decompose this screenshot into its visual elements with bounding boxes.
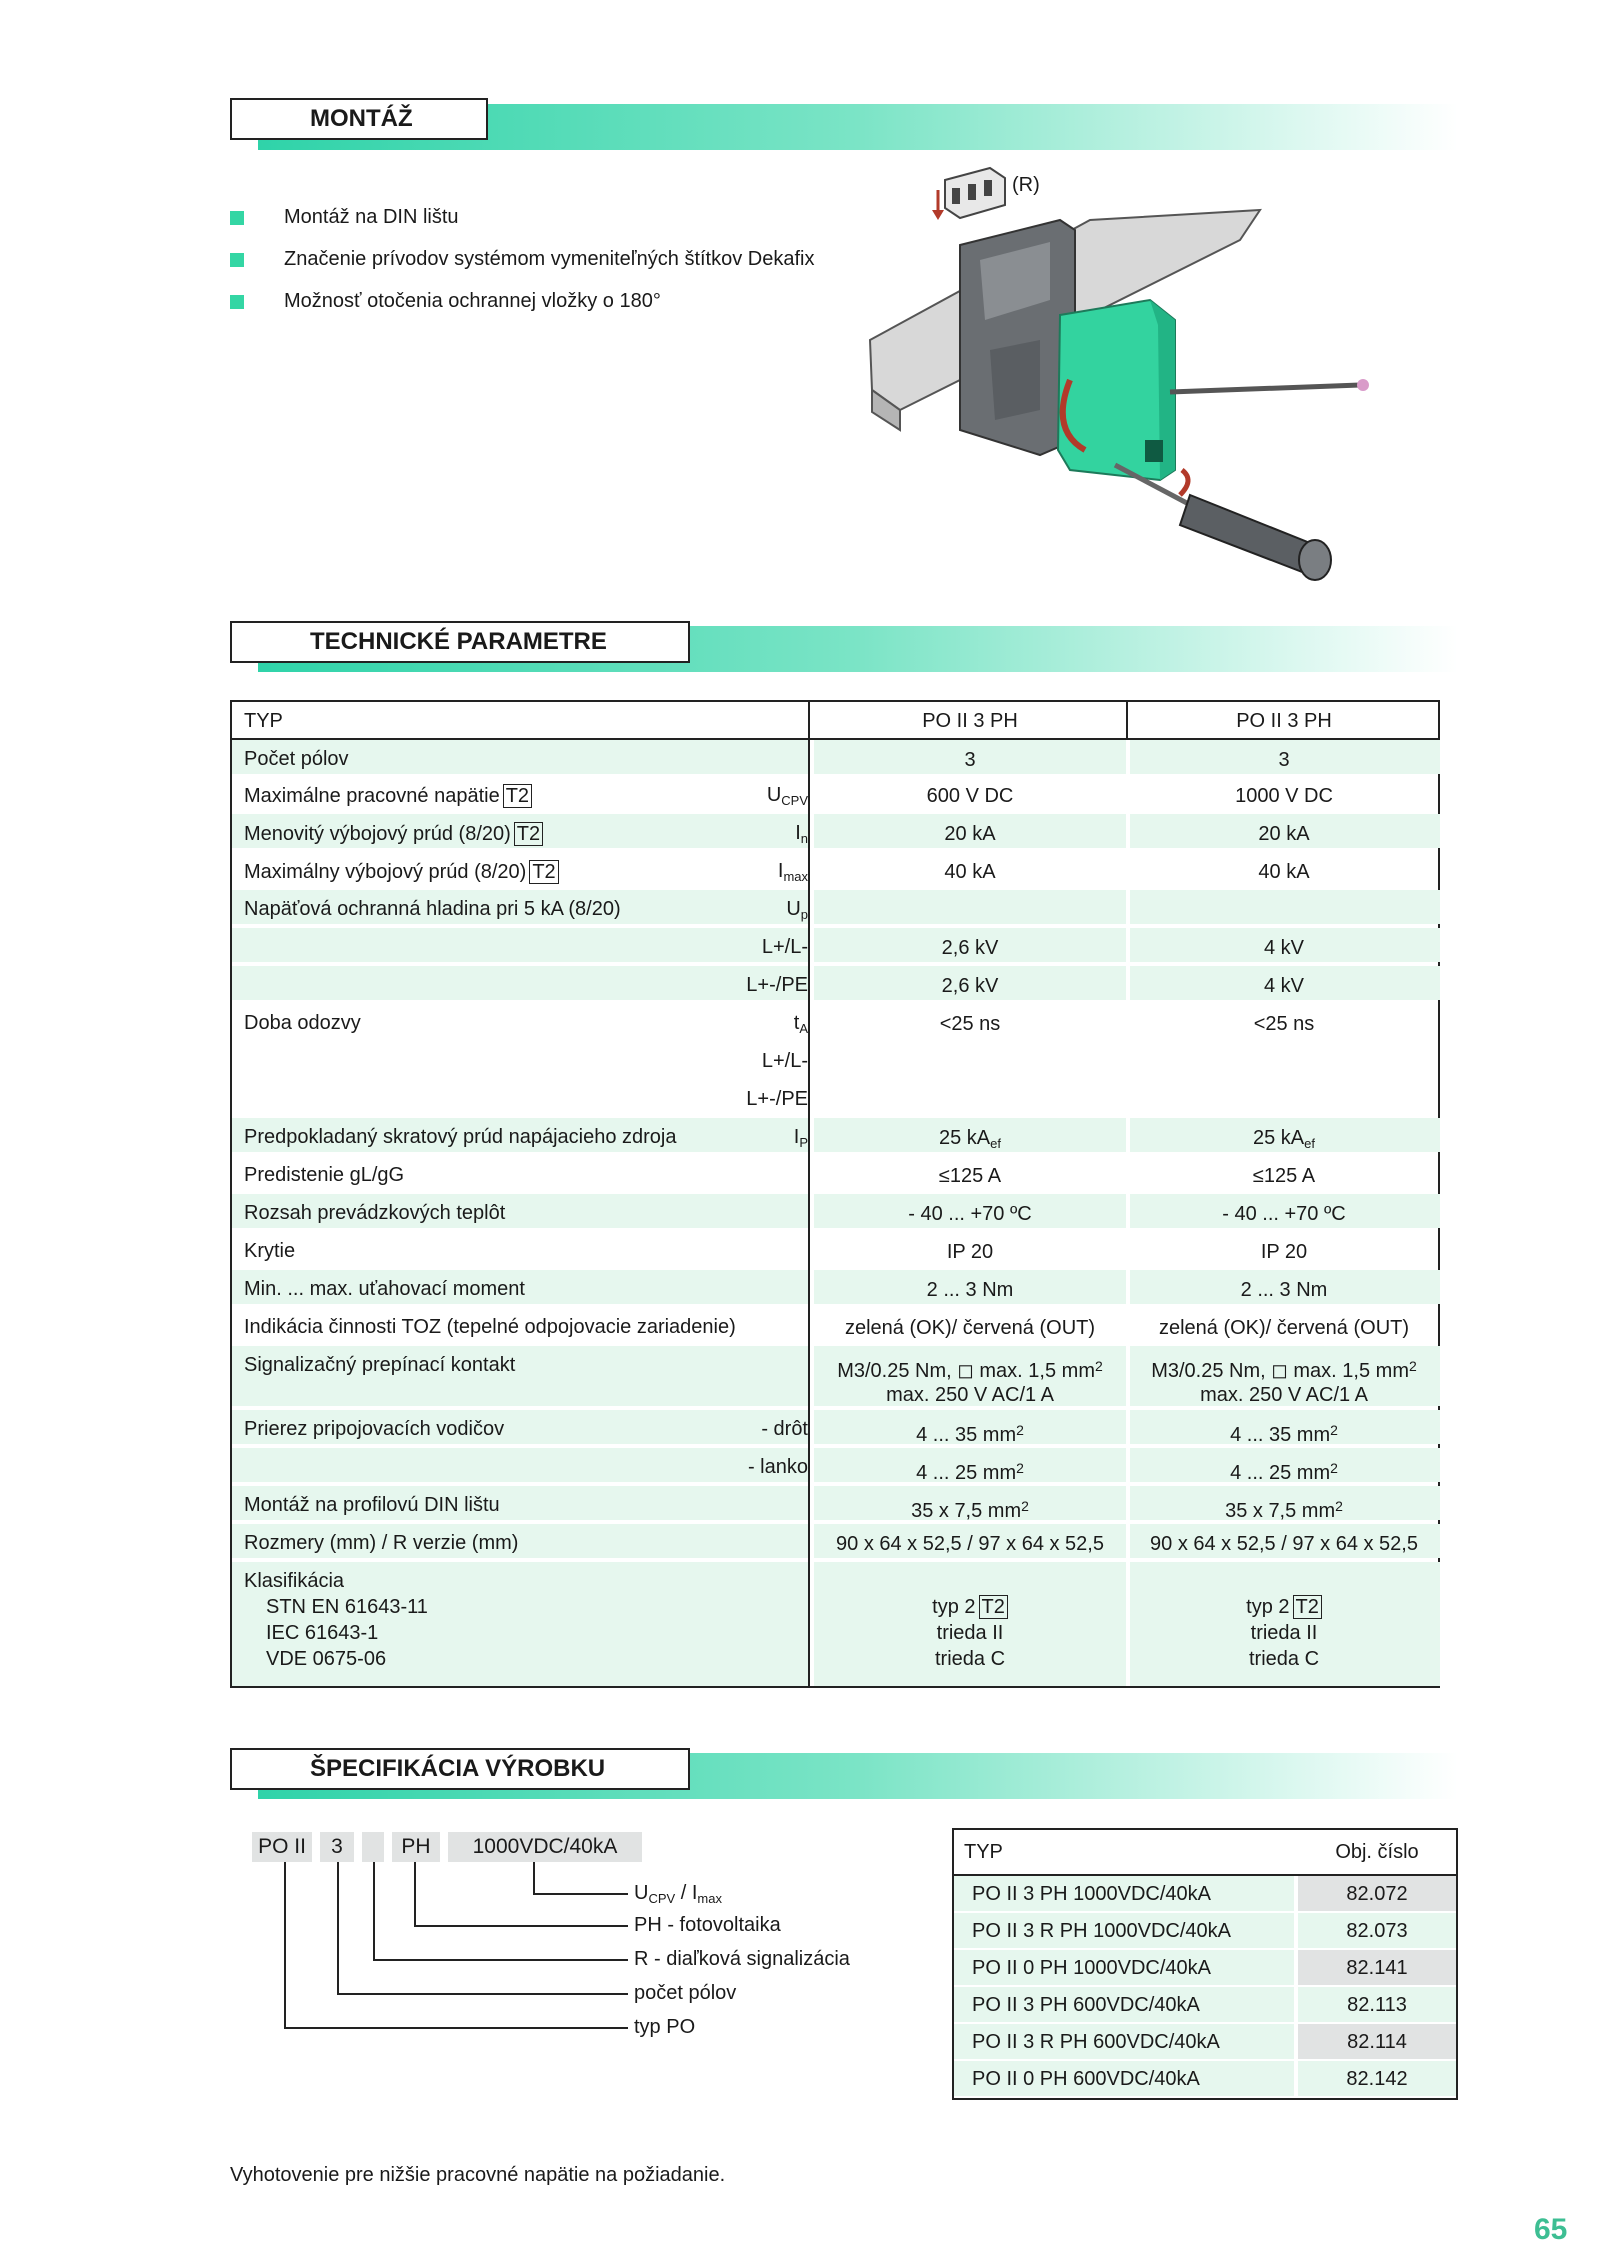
value-col-b: 2 ... 3 Nm bbox=[1240, 1279, 1328, 1301]
value-col-a: 4 ... 25 $mm^2$ bbox=[916, 1460, 1024, 1484]
value-col-a: - 40 ... +70 ºC bbox=[908, 1203, 1032, 1225]
value-col-b: 90 x 64 x 52,5 / 97 x 64 x 52,5 bbox=[1150, 1533, 1418, 1555]
montaz-bullet-2: Značenie prívodov systémom vymeniteľných štítkov Dekafix bbox=[284, 248, 815, 270]
row-symbol: $U_{CPV}$ bbox=[766, 784, 808, 808]
montaz-bullet-3: Možnosť otočenia ochrannej vložky o 180° bbox=[284, 290, 661, 312]
value-col-b: 3 bbox=[1278, 749, 1290, 771]
connector-line bbox=[373, 1862, 375, 1960]
row-band bbox=[1130, 890, 1440, 924]
value-col-b: 40 kA bbox=[1258, 861, 1310, 883]
t2-badge: T2 bbox=[979, 1595, 1008, 1619]
order-type: PO II 0 PH 1000VDC/40kA bbox=[972, 1957, 1212, 1979]
order-code: 82.141 bbox=[1346, 1957, 1408, 1979]
row-label: Prierez pripojovacích vodičov bbox=[244, 1418, 505, 1440]
klasifikacia-value: trieda II bbox=[1250, 1622, 1318, 1644]
column-divider bbox=[1126, 702, 1128, 740]
value-col-a: 600 V DC bbox=[926, 785, 1014, 807]
row-band bbox=[232, 928, 810, 962]
klasifikacia-standard: IEC 61643-1 bbox=[266, 1622, 379, 1644]
row-label: Krytie bbox=[244, 1240, 296, 1262]
table-header-typ: TYP bbox=[244, 710, 283, 732]
klasifikacia-standard: VDE 0675-06 bbox=[266, 1648, 387, 1670]
order-code: 82.072 bbox=[1346, 1883, 1408, 1905]
figure-label: (R) bbox=[1012, 174, 1040, 196]
value-col-b: - 40 ... +70 ºC bbox=[1222, 1203, 1346, 1225]
value-col-b: ≤125 A bbox=[1252, 1165, 1316, 1187]
value-col-a: M3/0.25 Nm, ◻ max. 1,5 $mm^2$ max. 250 V AC/1 A bbox=[837, 1358, 1103, 1406]
table-header-col-b: PO II 3 PH bbox=[1236, 710, 1332, 732]
row-label: Menovitý výbojový prúd (8/20) T2 bbox=[244, 822, 543, 846]
value-col-a: 2 ... 3 Nm bbox=[926, 1279, 1014, 1301]
value-col-a: 40 kA bbox=[944, 861, 996, 883]
row-label: Rozsah prevádzkových teplôt bbox=[244, 1202, 506, 1224]
row-symbol: L+-/PE bbox=[746, 1088, 808, 1110]
row-band bbox=[232, 1448, 810, 1482]
row-band bbox=[814, 890, 1126, 924]
value-col-a: IP 20 bbox=[946, 1241, 994, 1263]
code-part-type: PO II bbox=[252, 1832, 312, 1862]
value-col-a: 2,6 kV bbox=[941, 975, 999, 997]
connector-line bbox=[533, 1862, 535, 1894]
value-col-a: zelená (OK)/ červená (OUT) bbox=[844, 1317, 1096, 1339]
value-col-b: 4 ... 25 $mm^2$ bbox=[1230, 1460, 1338, 1484]
legend-type: typ PO bbox=[634, 2016, 696, 2038]
connector-line bbox=[337, 1862, 339, 1994]
value-col-a: 20 kA bbox=[944, 823, 996, 845]
value-col-a: 25 $kA_{ef}$ bbox=[939, 1127, 1001, 1151]
connector-line bbox=[284, 1862, 286, 2028]
legend-poles: počet pólov bbox=[634, 1982, 737, 2004]
klasifikacia-value: typ 2 T2 bbox=[1128, 1594, 1440, 1620]
table-row bbox=[954, 1987, 1456, 2024]
order-header-typ: TYP bbox=[964, 1841, 1003, 1863]
value-col-a: 3 bbox=[964, 749, 976, 771]
section-title-spec: ŠPECIFIKÁCIA VÝROBKU bbox=[230, 1748, 690, 1790]
order-type: PO II 3 R PH 600VDC/40kA bbox=[972, 2031, 1220, 2053]
row-symbol: L+-/PE bbox=[746, 974, 808, 996]
table-row bbox=[954, 1876, 1456, 1913]
value-col-a: 4 ... 35 $mm^2$ bbox=[916, 1422, 1024, 1446]
order-header-code: Obj. číslo bbox=[1335, 1841, 1419, 1863]
footnote: Vyhotovenie pre nižšie pracovné napätie na požiadanie. bbox=[230, 2164, 726, 2186]
t2-badge: T2 bbox=[1293, 1595, 1322, 1619]
row-label: Maximálne pracovné napätie T2 bbox=[244, 784, 532, 808]
row-label: Počet pólov bbox=[244, 748, 349, 770]
code-part-ph: PH bbox=[392, 1832, 440, 1862]
row-label: Napäťová ochranná hladina pri 5 kA (8/20) bbox=[244, 898, 621, 920]
row-symbol: - drôt bbox=[761, 1418, 808, 1440]
row-symbol: L+/L- bbox=[761, 936, 808, 958]
code-part-poles: 3 bbox=[320, 1832, 354, 1862]
section-title-tech: TECHNICKÉ PARAMETRE bbox=[230, 621, 690, 663]
code-part-remote bbox=[362, 1832, 384, 1862]
klasifikacia-label: Klasifikácia bbox=[244, 1570, 345, 1592]
row-symbol: $I_P$ bbox=[793, 1126, 808, 1150]
row-label: Montáž na profilovú DIN lištu bbox=[244, 1494, 500, 1516]
table-row bbox=[954, 2061, 1456, 2098]
order-code: 82.114 bbox=[1347, 2031, 1407, 2053]
row-label: Min. ... max. uťahovací moment bbox=[244, 1278, 525, 1300]
klasifikacia-value: trieda C bbox=[934, 1648, 1006, 1670]
row-label: Indikácia činnosti TOZ (tepelné odpojovacie zariadenie) bbox=[244, 1316, 736, 1338]
bullet-icon bbox=[230, 253, 244, 267]
value-col-b: M3/0.25 Nm, ◻ max. 1,5 $mm^2$ max. 250 V AC/1 A bbox=[1151, 1358, 1417, 1406]
row-label: Rozmery (mm) / R verzie (mm) bbox=[244, 1532, 519, 1554]
row-band bbox=[232, 966, 810, 1000]
order-type: PO II 3 R PH 1000VDC/40kA bbox=[972, 1920, 1232, 1942]
value-col-b: <25 ns bbox=[1253, 1013, 1315, 1035]
order-code: 82.142 bbox=[1346, 2068, 1408, 2090]
order-type: PO II 3 PH 600VDC/40kA bbox=[972, 1994, 1200, 2016]
row-label: Predpokladaný skratový prúd napájacieho zdroja bbox=[244, 1126, 677, 1148]
table-header-col-a: PO II 3 PH bbox=[922, 710, 1018, 732]
connector-line bbox=[414, 1925, 628, 1927]
klasifikacia-value: trieda C bbox=[1248, 1648, 1320, 1670]
value-col-b: 35 x 7,5 $mm^2$ bbox=[1225, 1498, 1343, 1522]
bullet-icon bbox=[230, 295, 244, 309]
table-row bbox=[954, 1830, 1456, 1874]
row-label: Doba odozvy bbox=[244, 1012, 361, 1034]
order-type: PO II 3 PH 1000VDC/40kA bbox=[972, 1883, 1212, 1905]
legend-remote: R - diaľková signalizácia bbox=[634, 1948, 850, 1970]
connector-line bbox=[533, 1893, 628, 1895]
value-col-b: IP 20 bbox=[1260, 1241, 1308, 1263]
row-label: Signalizačný prepínací kontakt bbox=[244, 1354, 516, 1376]
value-col-b: 20 kA bbox=[1258, 823, 1310, 845]
value-col-a: ≤125 A bbox=[938, 1165, 1002, 1187]
row-symbol: $I_{max}$ bbox=[777, 860, 808, 884]
value-col-a: <25 ns bbox=[939, 1013, 1001, 1035]
klasifikacia-standard: STN EN 61643-11 bbox=[266, 1596, 428, 1618]
order-code: 82.113 bbox=[1347, 1994, 1407, 2016]
row-label: Maximálny výbojový prúd (8/20) T2 bbox=[244, 860, 559, 884]
connector-line bbox=[373, 1959, 628, 1961]
code-part-voltage: 1000VDC/40kA bbox=[448, 1832, 642, 1862]
row-symbol: $t_A$ bbox=[793, 1012, 808, 1036]
row-label: Predistenie gL/gG bbox=[244, 1164, 405, 1186]
t2-badge: T2 bbox=[529, 860, 558, 884]
value-col-a: 35 x 7,5 $mm^2$ bbox=[911, 1498, 1029, 1522]
value-col-b: zelená (OK)/ červená (OUT) bbox=[1158, 1317, 1410, 1339]
order-type: PO II 0 PH 600VDC/40kA bbox=[972, 2068, 1200, 2090]
montaz-bullet-1: Montáž na DIN lištu bbox=[284, 206, 459, 228]
value-col-b: 1000 V DC bbox=[1235, 785, 1333, 807]
value-col-a: 2,6 kV bbox=[941, 937, 999, 959]
order-table bbox=[952, 1828, 1458, 2100]
row-symbol: $U_p$ bbox=[786, 898, 808, 922]
page-number: 65 bbox=[1534, 2213, 1568, 2246]
legend-ph: PH - fotovoltaika bbox=[634, 1914, 781, 1936]
row-symbol: $I_n$ bbox=[795, 822, 808, 846]
connector-line bbox=[337, 1993, 628, 1995]
klasifikacia-value: typ 2 T2 bbox=[812, 1594, 1128, 1620]
value-col-b: 4 kV bbox=[1263, 937, 1305, 959]
value-col-b: 25 $kA_{ef}$ bbox=[1253, 1127, 1315, 1151]
connector-line bbox=[284, 2027, 628, 2029]
table-row bbox=[954, 1950, 1456, 1987]
bullet-icon bbox=[230, 211, 244, 225]
value-col-b: 4 kV bbox=[1263, 975, 1305, 997]
section-title-montaz: MONTÁŽ bbox=[230, 98, 488, 140]
table-row bbox=[954, 2024, 1456, 2061]
t2-badge: T2 bbox=[514, 822, 543, 846]
connector-line bbox=[414, 1862, 416, 1926]
row-symbol: L+/L- bbox=[761, 1050, 808, 1072]
mounting-illustration bbox=[860, 150, 1380, 610]
legend-ucpv-imax: $U_{CPV} / I_{max}$ bbox=[634, 1882, 722, 1906]
column-divider bbox=[808, 702, 810, 1686]
table-row bbox=[954, 1913, 1456, 1950]
klasifikacia-value: trieda II bbox=[936, 1622, 1004, 1644]
tech-params-table bbox=[230, 700, 1440, 1688]
order-code: 82.073 bbox=[1346, 1920, 1408, 1942]
row-symbol: - lanko bbox=[747, 1456, 808, 1478]
t2-badge: T2 bbox=[503, 784, 532, 808]
value-col-a: 90 x 64 x 52,5 / 97 x 64 x 52,5 bbox=[836, 1533, 1104, 1555]
value-col-b: 4 ... 35 $mm^2$ bbox=[1230, 1422, 1338, 1446]
